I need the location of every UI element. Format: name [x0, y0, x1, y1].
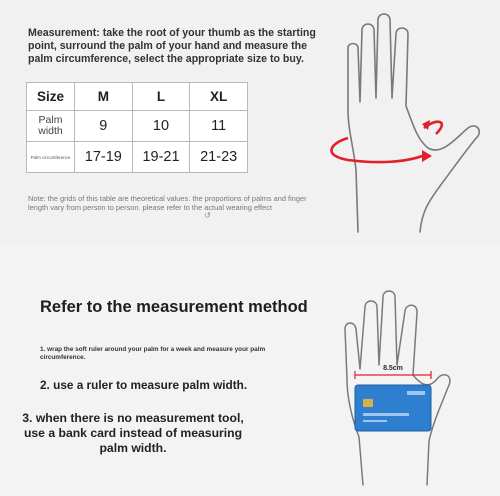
- measurement-instructions: Measurement: take the root of your thumb as the starting point, surround the palm of your hand and measure the palm circumference, select the appropriate size to buy.: [28, 27, 316, 65]
- method-step-3: 3. when there is no measurement tool, use a bank card instead of measuring palm width.: [22, 411, 244, 455]
- palm-circumference-l: 19-21: [132, 142, 190, 173]
- table-note: Note: the grids of this table are theoretical values. the proportions of palms and finger length vary from person to person. please refer to the actual wearing effect: [28, 194, 307, 212]
- measuring-tape-icon: [331, 120, 441, 162]
- size-header-label: Size: [27, 83, 75, 111]
- palm-width-xl: 11: [190, 111, 248, 142]
- size-m: M: [75, 83, 133, 111]
- method-step-2: 2. use a ruler to measure palm width.: [40, 378, 248, 392]
- cursor-mark-icon: ↺: [204, 211, 211, 220]
- method-title: Refer to the measurement method: [40, 298, 308, 316]
- size-row: [27, 83, 248, 111]
- hand-outline-icon: [318, 10, 490, 238]
- bank-card-icon: [355, 385, 431, 431]
- palm-width-l: 10: [132, 111, 190, 142]
- card-width-label: 8.5cm: [383, 365, 403, 372]
- palm-width-row: [27, 111, 248, 142]
- palm-circumference-xl: 21-23: [190, 142, 248, 173]
- palm-circumference-row: [27, 142, 248, 173]
- palm-circumference-m: 17-19: [75, 142, 133, 173]
- hand-outline-icon: [325, 289, 475, 489]
- size-xl: XL: [190, 83, 248, 111]
- palm-width-label: Palm width: [27, 111, 75, 142]
- size-table: [26, 82, 248, 173]
- palm-circumference-label: Palm circumference: [27, 142, 75, 173]
- size-l: L: [132, 83, 190, 111]
- method-step-1: 1. wrap the soft ruler around your palm for a week and measure your palm circumference.: [40, 346, 266, 361]
- palm-width-m: 9: [75, 111, 133, 142]
